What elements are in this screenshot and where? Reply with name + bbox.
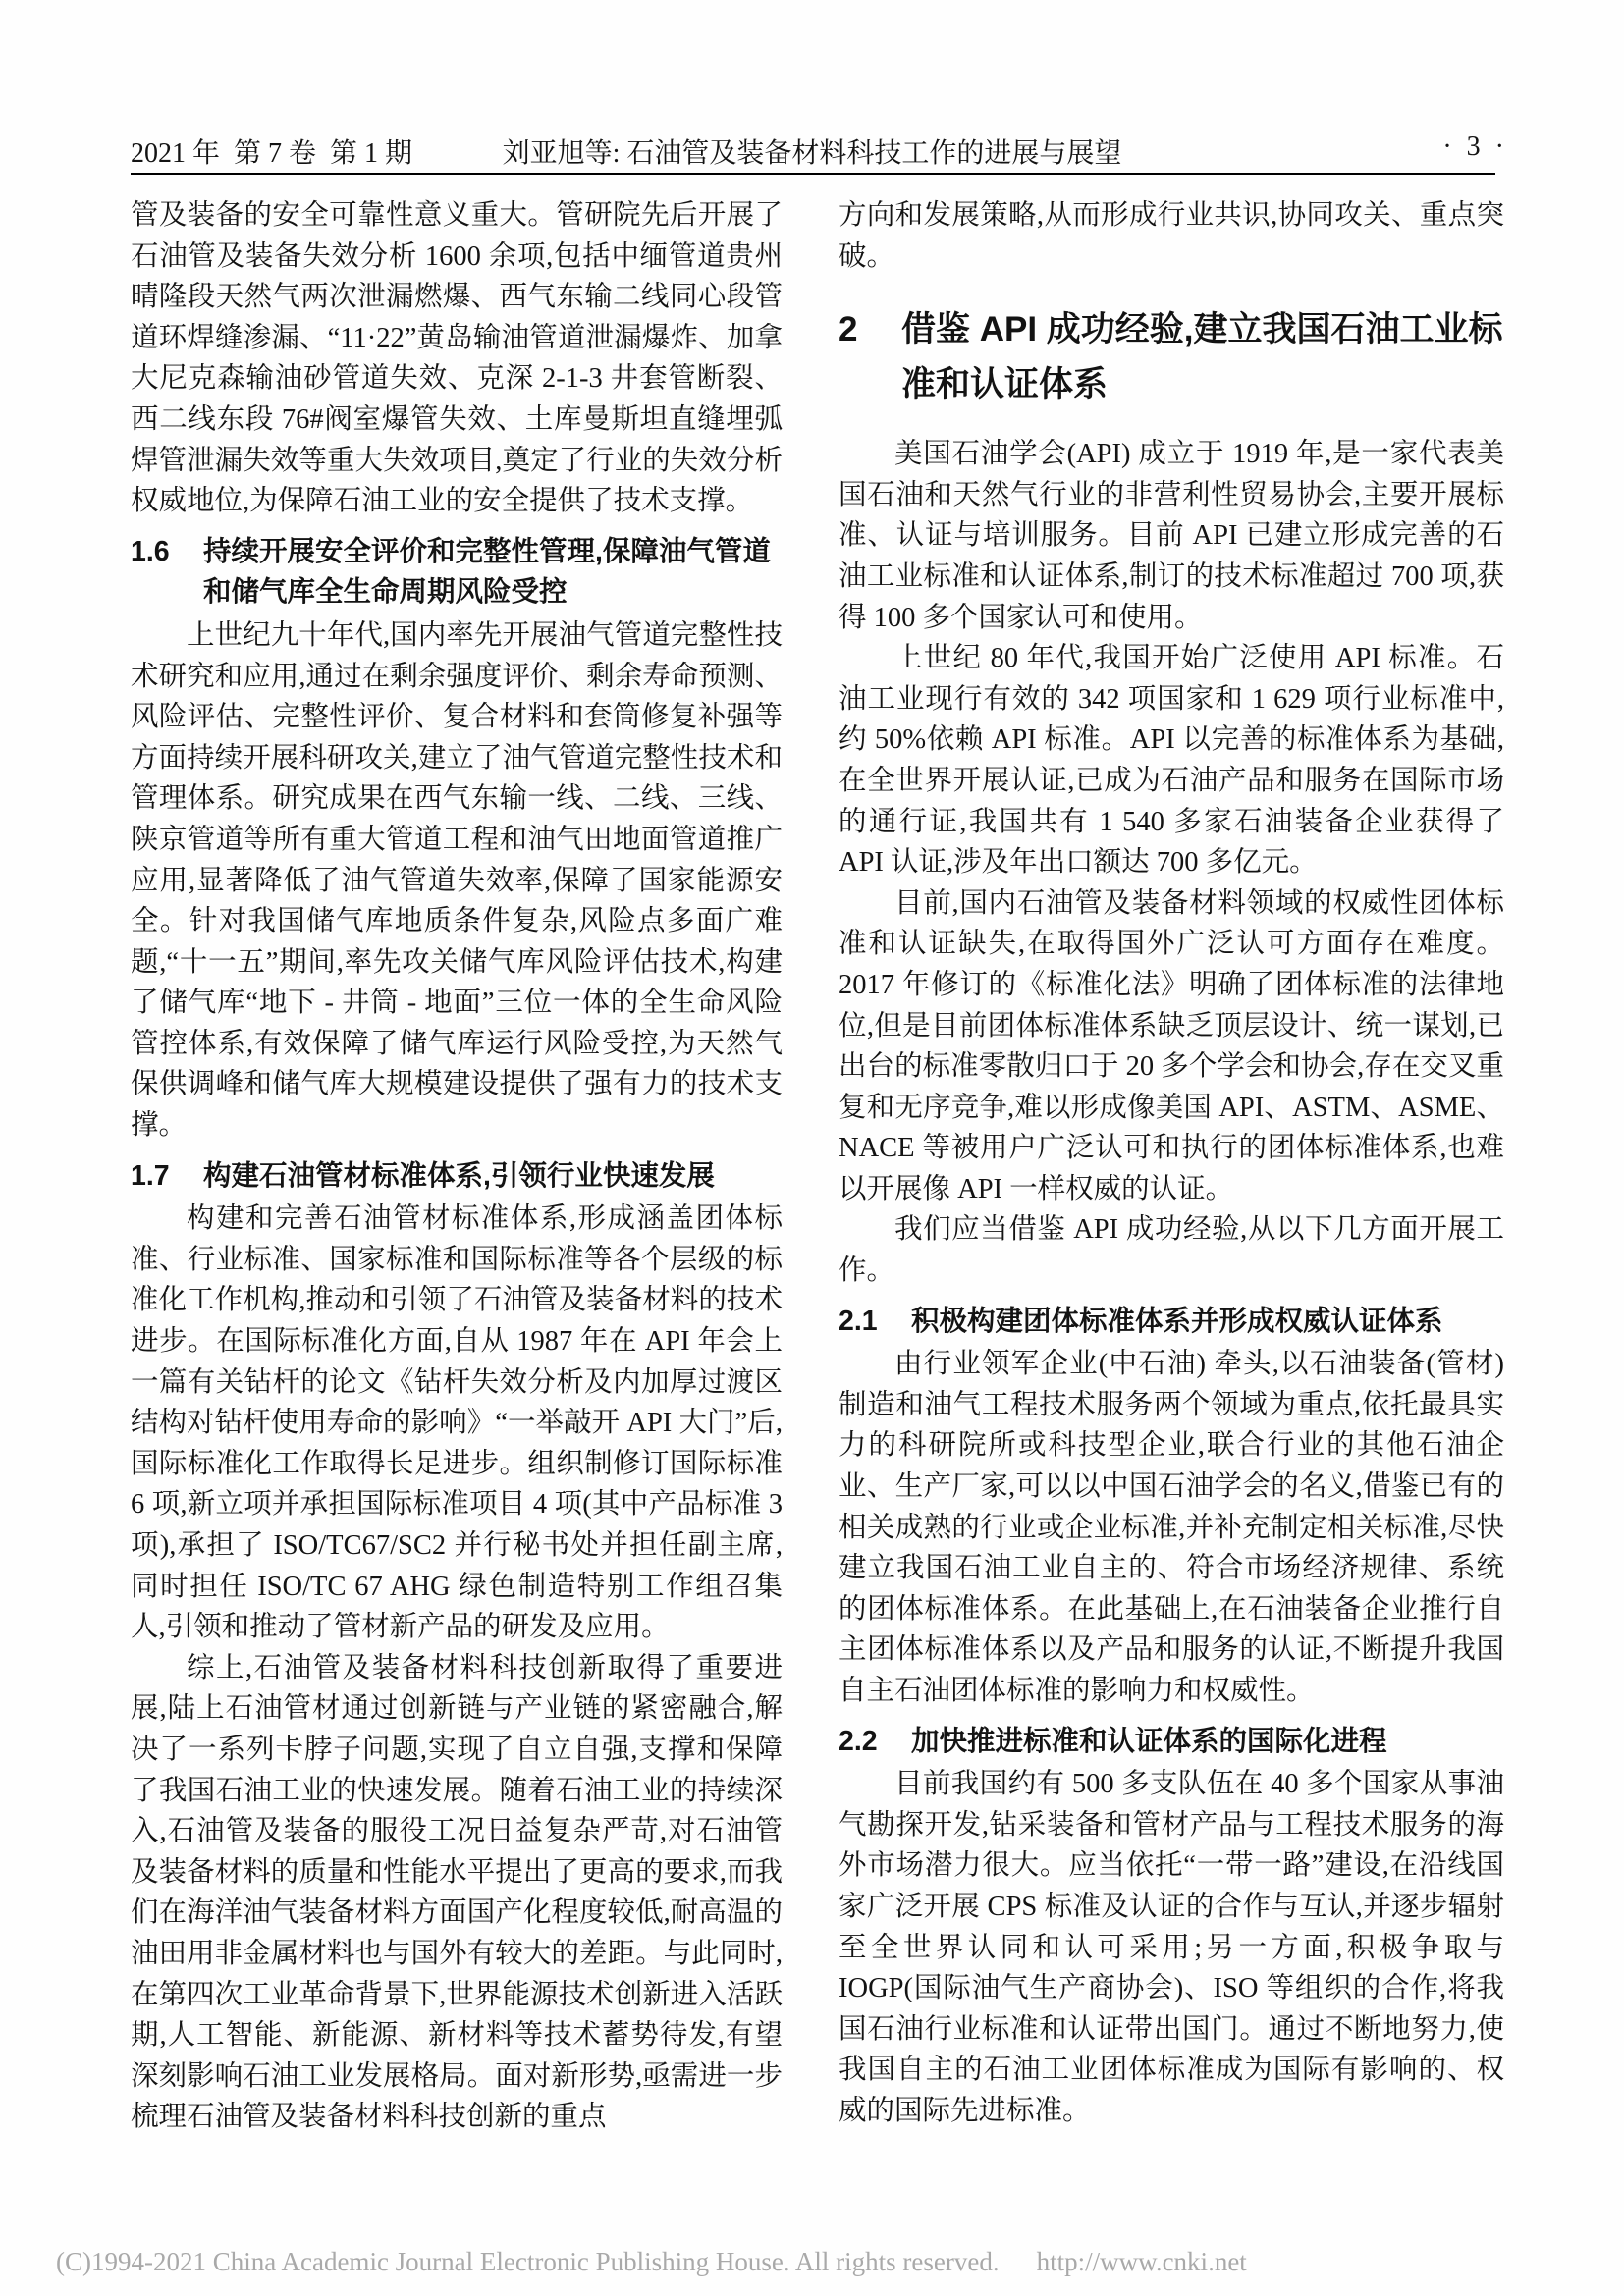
section-title: 构建石油管材标准体系,引领行业快速发展 [203,1159,715,1192]
paragraph: 构建和完善石油管材标准体系,形成涵盖团体标准、行业标准、国家标准和国际标准等各个层级的标准化工作机构,推动和引领了石油管及装备材料的技术进步。在国际标准化方面,自从 1987 年在 API 年会上一篇有关钻杆的论文《钻杆失效分析及内加厚过渡区结构对钻杆使用寿命的影响》“一举敲开 API 大门”后,国际标准化工作取得长足进步。组织制修订国际标准 6 项,新立项并承担国际标准项目 4 项(其中产品标准 3 项),承担了 ISO/TC67/SC2 并行秘书处并担任副主席,同时担任 ISO/TC 67 AHG 绿色制造特别工作组召集人,引领和推动了管材新产品的研发及应用。 [131,1203,783,1643]
journal-issue-info: 2021 年 第 7 卷 第 1 期 [131,138,413,169]
section-1-6-heading [131,532,783,614]
paragraph: 上世纪九十年代,国内率先开展油气管道完整性技术研究和应用,通过在剩余强度评价、剩余寿命预测、风险评估、完整性评价、复合材料和套筒修复补强等方面持续开展科研攻关,建立了油气管道完整性技术和管理体系。研究成果在西气东输一线、二线、三线、陕京管道等所有重大管道工程和油气田地面管道推广应用,显著降低了油气管道失效率,保障了国家能源安全。针对我国储气库地质条件复杂,风险点多面广难题,“十一五”期间,率先攻关储气库风险评估技术,构建了储气库“地下 - 井筒 - 地面”三位一体的全生命风险管控体系,有效保障了储气库运行风险受控,为天然气保供调峰和储气库大规模建设提供了强有力的技术支撑。 [131,619,783,1142]
paragraph: 由行业领军企业(中石油) 牵头,以石油装备(管材)制造和油气工程技术服务两个领域为重点,依托最具实力的科研院所或科技型企业,联合行业的其他石油企业、生产厂家,可以以中国石油学会的名义,借鉴已有的相关成熟的行业或企业标准,并补充制定相关标准,尽快建立我国石油工业自主的、符合市场经济规律、系统的团体标准体系。在此基础上,在石油装备企业推行自主团体标准体系以及产品和服务的认证,不断提升我国自主石油团体标准的影响力和权威性。 [839,1349,1504,1706]
section-2-2-heading [839,1722,1504,1763]
header-rule [131,173,1495,175]
section-number: 1.6 [131,535,170,567]
paragraph: 目前我国约有 500 多支队伍在 40 多个国家从事油气勘探开发,钻采装备和管材产品与工程技术服务的海外市场潜力很大。应当依托“一带一路”建设,在沿线国家广泛开展 CPS 标准及认证的合作与互认,并逐步辐射至全世界认同和认可采用;另一方面,积极争取与 IOGP(国际油气生产商协会)、ISO 等组织的合作,将我国石油行业标准和认证带出国门。通过不断地努力,使我国自主的石油工业团体标准成为国际有影响的、权威的国际先进标准。 [839,1769,1504,2126]
paragraph: 我们应当借鉴 API 成功经验,从以下几方面开展工作。 [839,1214,1504,1287]
paragraph-continuation: 管及装备的安全可靠性意义重大。管研院先后开展了石油管及装备失效分析 1600 余项,包括中缅管道贵州晴隆段天然气两次泄漏燃爆、西气东输二线同心段管道环焊缝渗漏、“11·22”黄岛输油管道泄漏爆炸、加拿大尼克森输油砂管道失效、克深 2-1-3 井套管断裂、西二线东段 76#阀室爆管失效、土库曼斯坦直缝埋弧焊管泄漏失效等重大失效项目,奠定了行业的失效分析权威地位,为保障石油工业的安全提供了技术支撑。 [131,200,783,517]
left-column [131,195,783,2138]
paragraph: 综上,石油管及装备材料科技创新取得了重要进展,陆上石油管材通过创新链与产业链的紧密融合,解决了一系列卡脖子问题,实现了自立自强,支撑和保障了我国石油工业的快速发展。随着石油工业的持续深入,石油管及装备的服役工况日益复杂严苛,对石油管及装备材料的质量和性能水平提出了更高的要求,而我们在海洋油气装备材料方面国产化程度较低,耐高温的油田用非金属材料也与国外有较大的差距。与此同时,在第四次工业革命背景下,世界能源技术创新进入活跃期,人工智能、新能源、新材料等技术蓄势待发,有望深刻影响石油工业发展格局。面对新形势,亟需进一步梳理石油管及装备材料科技创新的重点 [131,1652,783,2133]
copyright-notice: (C)1994-2021 China Academic Journal Electronic Publishing House. All rights reserved. [56,2247,1000,2276]
section-1-7-heading [131,1156,783,1198]
section-number: 2 [839,310,858,349]
page-number: · 3 · [1442,132,1508,162]
paragraph: 上世纪 80 年代,我国开始广泛使用 API 标准。石油工业现行有效的 342 项国家和 1 629 项行业标准中,约 50%依赖 API 标准。API 以完善的标准体系为基础,在全世界开展认证,已成为石油产品和服务在国际市场的通行证,我国共有 1 540 多家石油装备企业获得了 API 认证,涉及年出口额达 700 多亿元。 [839,643,1504,879]
section-title: 借鉴 API 成功经验,建立我国石油工业标准和认证体系 [901,310,1503,404]
cnki-url: http://www.cnki.net [1036,2247,1247,2276]
paragraph-continuation: 方向和发展策略,从而形成行业共识,协同攻关、重点突破。 [839,200,1504,272]
section-title: 持续开展安全评价和完整性管理,保障油气管道和储气库全生命周期风险受控 [203,535,771,609]
paragraph: 目前,国内石油管及装备材料领域的权威性团体标准和认证缺失,在取得国外广泛认可方面存在难度。2017 年修订的《标准化法》明确了团体标准的法律地位,但是目前团体标准体系缺乏顶层设计、统一谋划,已出台的标准零散归口于 20 多个学会和协会,存在交叉重复和无序竞争,难以形成像美国 API、ASTM、ASME、NACE 等被用户广泛认可和执行的团体标准体系,也难以开展像 API 一样权威的认证。 [839,887,1504,1204]
section-number: 2.1 [839,1305,878,1337]
running-head-title: 刘亚旭等: 石油管及装备材料科技工作的进展与展望 [502,138,1122,169]
right-column [839,195,1504,2132]
section-title: 加快推进标准和认证体系的国际化进程 [911,1725,1387,1757]
page-footer [29,2216,1247,2296]
paragraph: 美国石油学会(API) 成立于 1919 年,是一家代表美国石油和天然气行业的非营利性贸易协会,主要开展标准、认证与培训服务。目前 API 已建立形成完善的石油工业标准和认证体系,制订的技术标准超过 700 项,获得 100 多个国家认可和使用。 [839,439,1504,633]
section-number: 2.2 [839,1725,878,1757]
section-2-1-heading [839,1302,1504,1343]
section-number: 1.7 [131,1159,170,1192]
section-2-heading [839,302,1504,412]
section-title: 积极构建团体标准体系并形成权威认证体系 [911,1305,1443,1337]
